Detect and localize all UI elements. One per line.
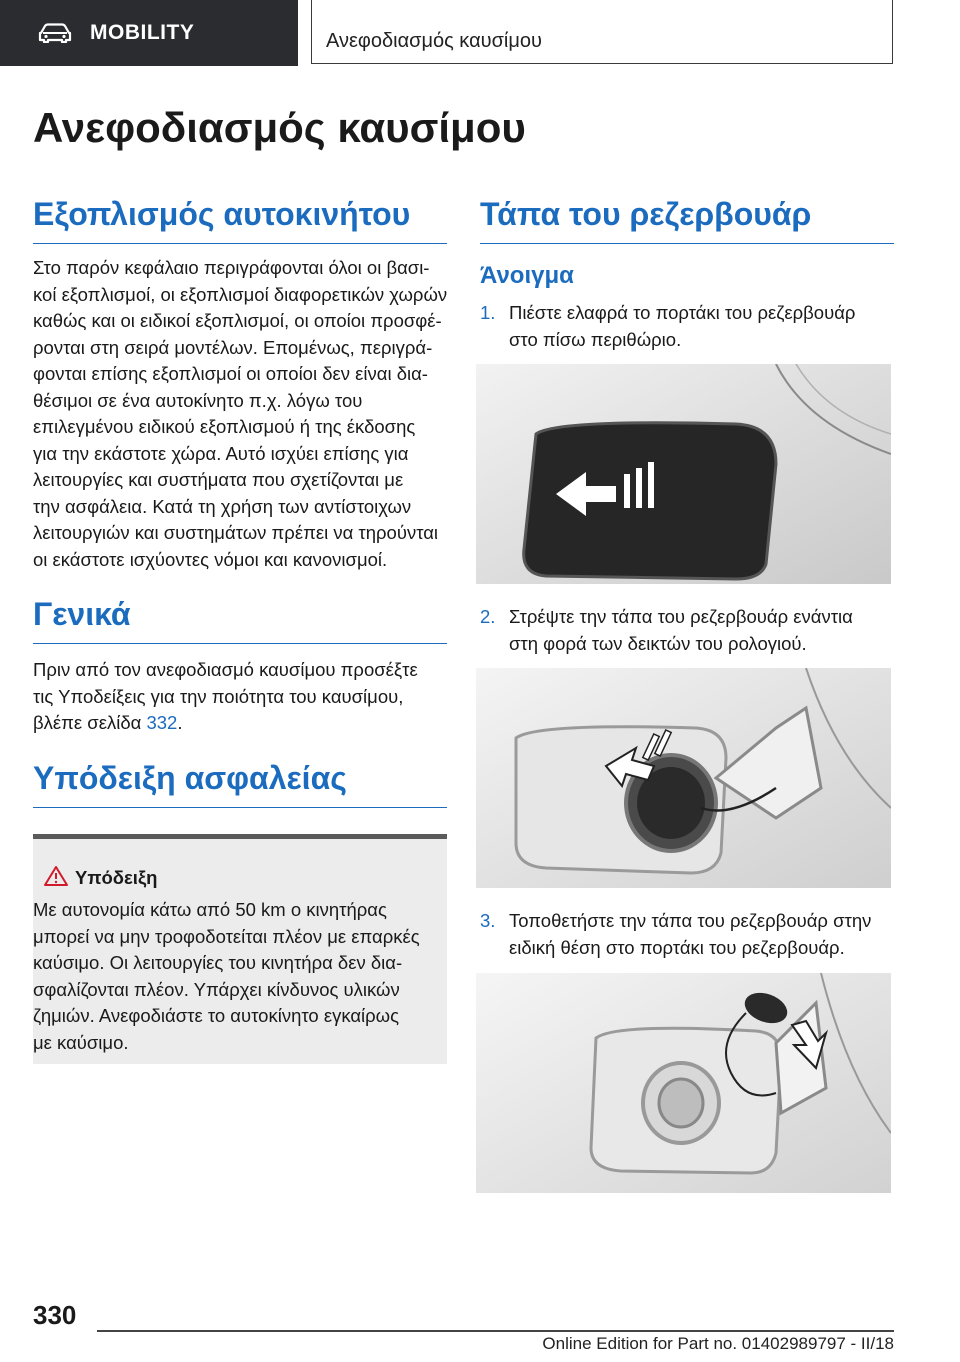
text-line: σφαλίζονται πλέον. Υπάρχει κίνδυνος υλικών [33,978,400,1000]
text-line: καθώς και οι ειδικοί εξοπλισμοί, οι οποίοι προσφέ- [33,310,442,331]
text-line: φονται επίσης εξοπλισμοί οι οποίοι δεν είναι δια- [33,363,428,384]
text-fragment: . [177,712,183,733]
header-section-tab [0,0,298,66]
text-line: ρονται στη σειρά μοντέλων. Επομένως, περιγρά- [33,336,433,358]
text-line: θέσιμοι σε ένα αυτοκίνητο π.χ. λόγω του [33,389,363,411]
page-title: Ανεφοδιασμός καυσίμου [33,104,526,151]
heading-safety: Υπόδειξη ασφαλείας [33,760,447,808]
heading-equipment: Εξοπλισμός αυτοκινήτου [33,196,447,244]
step-1 [480,300,894,354]
page-number: 330 [33,1300,77,1330]
text-line: Στο παρόν κεφάλαιο περιγράφονται όλοι οι βασι- [33,257,430,278]
note-title: Υπόδειξη [75,867,158,888]
fuel-cap-holder-image [476,973,891,1193]
text-line: επιλεγμένου ειδικού εξοπλισμού ή της έκδοσης [33,416,416,437]
text-line: καύσιμο. Οι λειτουργίες του κινητήρα δεν δια- [33,952,403,973]
text-line: κοί εξοπλισμοί, οι εξοπλισμοί διαφορετικών χωρών [33,283,448,305]
illustration-fuel-flap-press [476,364,891,584]
text-line: ζημιών. Ανεφοδιάστε το αυτοκίνητο εγκαίρως [33,1005,400,1026]
illustration-cap-holder [476,973,891,1193]
text-line: Στρέψτε την τάπα του ρεζερβουάρ ενάντια [509,606,853,627]
text-line: Πριν από τον ανεφοδιασμό καυσίμου προσέξτε [33,659,418,680]
text-line: Τοποθετήστε την τάπα του ρεζερβουάρ στην [509,910,872,931]
chapter-title: Ανεφοδιασμός καυσίμου [326,30,542,52]
illustration-turn-cap [476,668,891,888]
fuel-cap-turn-image [476,668,891,888]
text-line: τις Υποδείξεις για την ποιότητα του καυσίμου, [33,685,404,707]
step-number: 3. [480,910,496,931]
text-line: Με αυτονομία κάτω από 50 km ο κινητήρας [33,899,387,920]
warning-icon [43,865,69,887]
safety-note [33,834,447,1064]
heading-general: Γενικά [33,596,447,644]
text-line [33,710,453,737]
fuel-flap-image [476,364,891,584]
equipment-paragraph [33,255,453,573]
text-fragment: βλέπε σελίδα [33,712,147,733]
text-line: μπορεί να μην τροφοδοτείται πλέον με επαρκές [33,925,420,947]
text-line: στη φορά των δεικτών του ρολογιού. [509,632,807,654]
text-line: στο πίσω περιθώριο. [509,328,682,350]
footer-divider [97,1330,894,1332]
text-line: λειτουργίες και συστήματα που σχετίζονται με [33,469,404,490]
section-label: MOBILITY [90,21,195,44]
text-line: με καύσιμο. [33,1031,129,1053]
heading-fuel-cap: Τάπα του ρεζερβουάρ [480,196,894,244]
chapter-header [311,0,893,64]
text-line: οι εκάστοτε ισχύοντες νόμοι και κανονισμοί. [33,548,388,570]
text-line: για την εκάστοτε χώρα. Αυτό ισχύει επίσης για [33,442,409,464]
car-icon [38,23,72,43]
text-line: την ασφάλεια. Κατά τη χρήση των αντίστοιχων [33,495,412,517]
step-2 [480,604,894,658]
text-line: ειδική θέση στο πορτάκι του ρεζερβουάρ. [509,936,845,958]
step-number: 1. [480,302,496,323]
page-link[interactable]: 332 [146,712,178,733]
text-line: Πιέστε ελαφρά το πορτάκι του ρεζερβουάρ [509,302,856,323]
text-line: λειτουργιών και συστημάτων πρέπει να τηρούνται [33,522,439,543]
step-number: 2. [480,606,496,627]
edition-text: Online Edition for Part no. 01402989797 - II/18 [542,1334,894,1353]
note-body [33,897,447,1056]
general-paragraph [33,657,453,737]
subheading-opening: Άνοιγμα [480,262,574,289]
step-3 [480,908,894,962]
